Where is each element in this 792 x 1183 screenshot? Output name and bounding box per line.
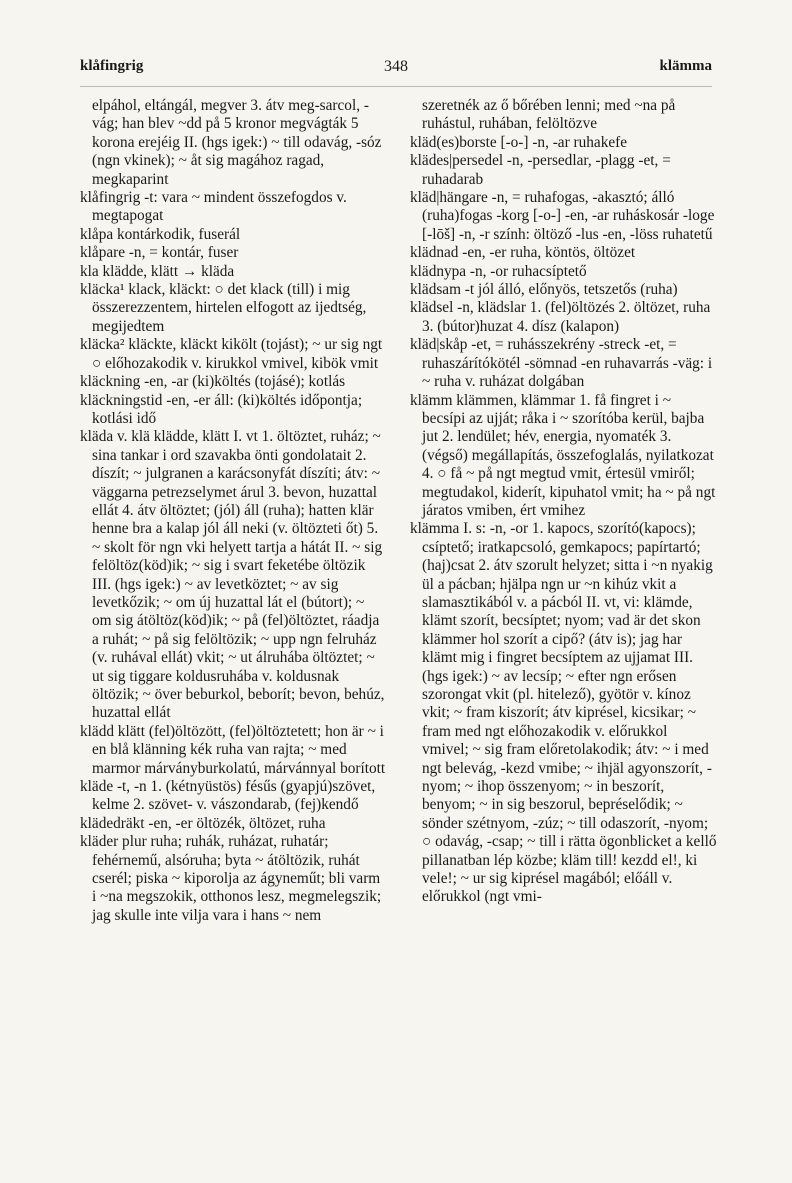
entry: kläckning -en, -ar (ki)költés (tojásé); kotlás	[80, 373, 346, 391]
entry: kla klädde, klätt → kläda	[80, 262, 235, 280]
entry: kläda v. klä klädde, klätt I. vt 1. öltöztet, ruház; ~ sina tankar i ord szavakba önti gondolatait 2. díszít; ~ julgranen a karácsonyfát díszíti; átv: ~ väggarna petrezselymet árul 3. bevon, huzattal ellát 4. átv öltöztet; (jól) áll (ruha); hatten klär henne bra a kalap jól áll neki (v. öltözteti őt) 5. ~ skolt för ngn vki helyett tartja a hátát II. ~ sig felöltöz(köd)ik; ~ sig i svart feketébe öltözik III. (hgs igek:) ~ av levetköztet; ~ av sig levetkőzik; ~ om új huzattal lát el (bútort); ~ om sig átöltöz(köd)ik; ~ på (fel)öltöztet, ráadja a ruhát; ~ på sig felöltözik; ~ upp ngn felruház (v. ruhával ellát) vkit; ~ ut álruhába öltöztet; ~ ut sig tiggare koldusruhába v. koldusnak öltözik; ~ över beburkol, beborít; bevon, behúz, huzattal ellát	[80, 428, 385, 722]
entry: szeretnék az ő bőrében lenni; med ~na på ruhástul, ruhában, felöltözve	[422, 97, 676, 133]
right-column	[410, 97, 717, 907]
entry: klädd klätt (fel)öltözött, (fel)öltöztetett; hon är ~ i en blå klänning kék ruha van rajta; ~ med marmor márványburkolatú, márvánnyal borított	[80, 722, 386, 777]
entry: klädnad -en, -er ruha, köntös, öltözet	[410, 244, 636, 262]
page-number: 348	[384, 58, 408, 75]
page-header	[0, 58, 792, 84]
entry: kläder plur ruha; ruhák, ruházat, ruhatár; fehérnemű, alsóruha; byta ~ átöltözik, ruhát cserél; piska ~ kiporolja az ágyneműt; bli varm i ~na megszokik, otthonos lesz, megmelegszik; jag skulle inte vilja vara i hans ~ nem	[80, 833, 382, 924]
entry: kläd|skåp -et, = ruhásszekrény -streck -et, = ruhaszárítókötél -sömnad -en ruhavarrás -väg: i ~ ruha v. ruházat dolgában	[410, 336, 713, 391]
entry: kläcka² kläckte, kläckt kikölt (tojást); ~ ur sig ngt ○ előhozakodik v. kirukkol vmivel, kibök vmit	[80, 336, 383, 372]
entry: elpáhol, eltángál, megver 3. átv meg-sarcol, -vág; han blev ~dd på 5 kronor megvágták 5 korona erejéig II. (hgs igek:) ~ till odavág, -sóz (ngn vkinek); ~ åt sig magához ragad, megkaparint	[92, 97, 382, 188]
entry: kläd(es)borste [-o-] -n, -ar ruhakefe	[410, 133, 628, 151]
entry: klädsam -t jól álló, előnyös, tetszetős (ruha)	[410, 281, 678, 299]
entry: kläd|hängare -n, = ruhafogas, -akasztó; álló (ruha)fogas -korg [-o-] -en, -ar ruháskosár -loge [-lōš] -n, -r szính: öltöző -lus -en, -löss ruhatetű	[410, 189, 715, 243]
left-column	[80, 97, 387, 925]
entry: kläckningstid -en, -er áll: (ki)költés időpontja; kotlási idő	[80, 391, 363, 427]
right-guide-word: klämma	[659, 58, 712, 74]
entry: klåpa kontárkodik, fuserál	[80, 225, 241, 243]
left-guide-word: klåfingrig	[80, 58, 144, 74]
entry: klämm klämmen, klämmar 1. få fingret i ~ becsípi az ujját; råka i ~ szorítóba kerül, bajba jut 2. lendület; hév, energia, nyomaték 3. (végső) megállapítás, összefoglalás, nyilatkozat 4. ○ få ~ på ngt megtud vmit, értesül vmiről; megtudakol, kiderít, kipuhatol vmit; ha ~ på ngt járatos vmiben, ért vmihez	[410, 391, 716, 519]
entry: klädedräkt -en, -er öltözék, öltözet, ruha	[80, 814, 326, 832]
entry: klädsel -n, klädslar 1. (fel)öltözés 2. öltözet, ruha 3. (bútor)huzat 4. dísz (kalapon)	[410, 299, 711, 335]
header-divider	[80, 86, 712, 87]
entry: kläde -t, -n 1. (kétnyüstös) fésűs (gyapjú)szövet, kelme 2. szövet- v. vászondarab, (fej)kendő	[80, 778, 376, 814]
entry: klädes|persedel -n, -persedlar, -plagg -et, = ruhadarab	[410, 152, 671, 188]
entry: klädnypa -n, -or ruhacsíptető	[410, 262, 587, 280]
entry: klåfingrig -t: vara ~ mindent összefogdos v. megtapogat	[80, 189, 347, 225]
entry: kläcka¹ klack, kläckt: ○ det klack (till) i mig összerezzentem, hirtelen elfogott az ijedtség, megijedtem	[80, 281, 367, 335]
entry: klämma I. s: -n, -or 1. kapocs, szorító(kapocs); csíptető; iratkapcsoló, gemkapocs; papírtartó; (haj)csat 2. átv szorult helyzet; sitta i ~n nyakig ül a pácban; hjälpa ngn ur ~n kihúz vkit a slamasztikából v. a pácból II. vt, vi: klämde, klämt szorít, becsíptet; nyom; vad är det skon klämmer hol szorít a cipő? (átv is); jag har klämt mig i fingret becsíptem az ujjamat III. (hgs igek:) ~ av lecsíp; ~ efter ngn erősen szorongat vkit (pl. hitelező), gyötör v. kínoz vkit; ~ fram kiszorít; átv kiprésel, kicsikar; ~ fram med ngt előhozakodik v. előrukkol vmivel; ~ sig fram előretolakodik; átv: ~ i med ngt belevág, -kezd vmibe; ~ ihjäl agyonszorít, -nyom; ~ ihop összenyom; ~ in beszorít, benyom; ~ in sig beszorul, bepréselődik; ~ sönder szétnyom, -zúz; ~ till odaszorít, -nyom; ○ odavág, -csap; ~ till i rätta ögonblicket a kellő pillanatban lép közbe; kläm till! kezdd el!, ki vele!; ~ ur sig kiprésel magából; előáll v. előrukkol (ngt vmi-	[410, 520, 717, 906]
entry: klåpare -n, = kontár, fuser	[80, 244, 239, 262]
